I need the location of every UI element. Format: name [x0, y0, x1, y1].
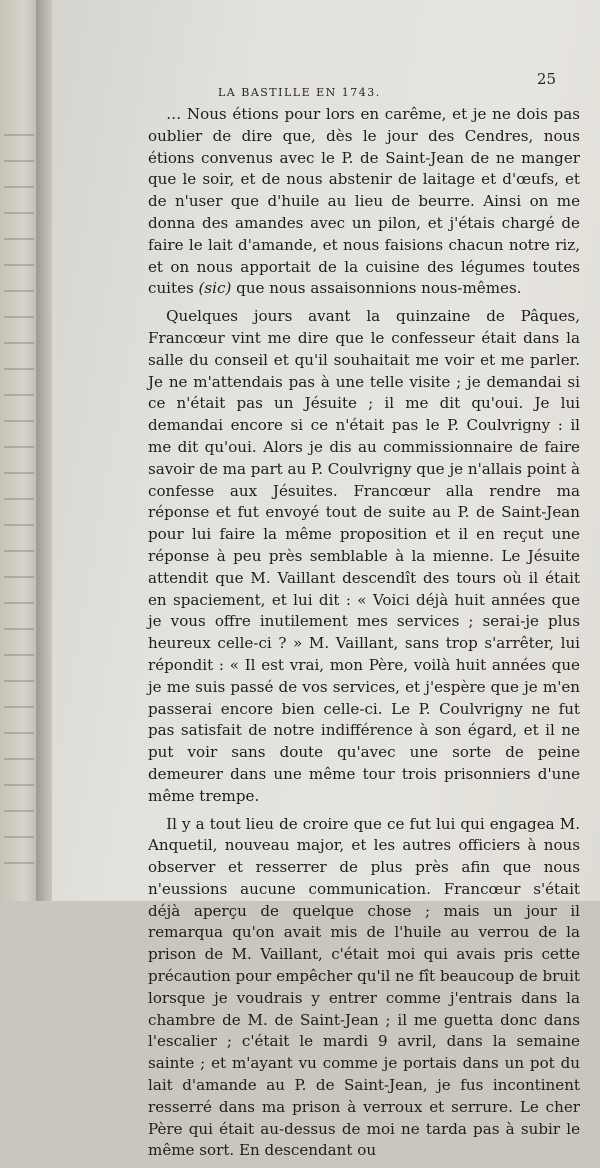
- book-page: [52, 0, 600, 1160]
- paragraph-2: [148, 306, 580, 807]
- paragraph-3-text: Il y a tout lieu de croire que ce fut lui qui engagea M. Anquetil, nouveau major, et les autres officiers à nous observer et resserrer de plus près afin que nous n'eussions aucune communication. Francœur s'était déjà aperçu de quelque chose ; mais un jour il remarqua qu'on avait mis de l'huile au verrou de la prison de M. Vaillant, c'était moi qui avais pris cette précaution pour empêcher qu'il ne fît beaucoup de bruit lorsque je voudrais y entrer comme j'entrais dans la chambre de M. de Saint-Jean ; il me guetta donc dans l'escalier ; c'était le mardi 9 avril, dans la semaine sainte ; et m'ayant vu comme je portais dans un pot du lait d'amande au P. de Saint-Jean, je fus incontinent resserré dans ma prison à verroux et serrure. Le cher Père qui était au-dessus de moi ne tarda pas à subir le même sort. En descendant ou: [148, 814, 580, 1160]
- running-title: LA BASTILLE EN 1743.: [218, 86, 381, 99]
- page-header: [162, 70, 556, 100]
- body-text: [148, 104, 580, 1168]
- facing-page-text-edge: [4, 120, 34, 880]
- facing-page-edge: [0, 0, 40, 901]
- paragraph-1: [148, 104, 580, 300]
- sic-annotation: (sic): [198, 279, 232, 298]
- page-number: 25: [536, 70, 556, 88]
- paragraph-2-text: Quelques jours avant la quinzaine de Pâques, Francœur vint me dire que le confesseur était dans la salle du conseil et qu'il souhaitait me voir et me parler. Je ne m'attendais pas à une telle visite ; je demandai si ce n'était pas un Jésuite ; il me dit qu'oui. Je lui demandai encore si ce n'était pas le P. Coulvrigny : il me dit qu'oui. Alors je dis au commissionnaire de faire savoir de ma part au P. Coulvrigny que je n'allais point à confesse aux Jésuites. Francœur alla rendre ma réponse et fut envoyé tout de suite au P. de Saint-Jean pour lui faire la même proposition et il en reçut une réponse à peu près semblable à la mienne. Le Jésuite attendit que M. Vaillant descendît des tours où il était en spaciement, et lui dit : « Voici déjà huit années que je vous offre inutilement mes services ; serai-je plus heureux celle-ci ? » M. Vaillant, sans trop s'arrêter, lui répondit : « Il est vrai, mon Père, voilà huit années que je me suis passé de vos services, et j'espère que je m'en passerai encore bien celle-ci. Le P. Coulvrigny ne fut pas satisfait de notre indifférence à son égard, et il ne put voir sans doute qu'avec une sorte de peine demeurer dans une même tour trois prisonniers d'une même trempe.: [148, 307, 580, 805]
- paragraph-3: [148, 814, 580, 1163]
- paragraph-1-end: que nous assaisonnions nous-mêmes.: [231, 279, 522, 298]
- paragraph-1-text: … Nous étions pour lors en carême, et je ne dois pas oublier de dire que, dès le jour des Cendres, nous étions convenus avec le P. de Saint-Jean de ne manger que le soir, et de nous abstenir de laitage et d'œufs, et de n'user que d'huile au lieu de beurre. Ainsi on me donna des amandes avec un pilon, et j'étais chargé de faire le lait d'amande, et nous faisions chacun notre riz, et on nous apportait de la cuisine des légumes toutes cuites: [148, 105, 580, 298]
